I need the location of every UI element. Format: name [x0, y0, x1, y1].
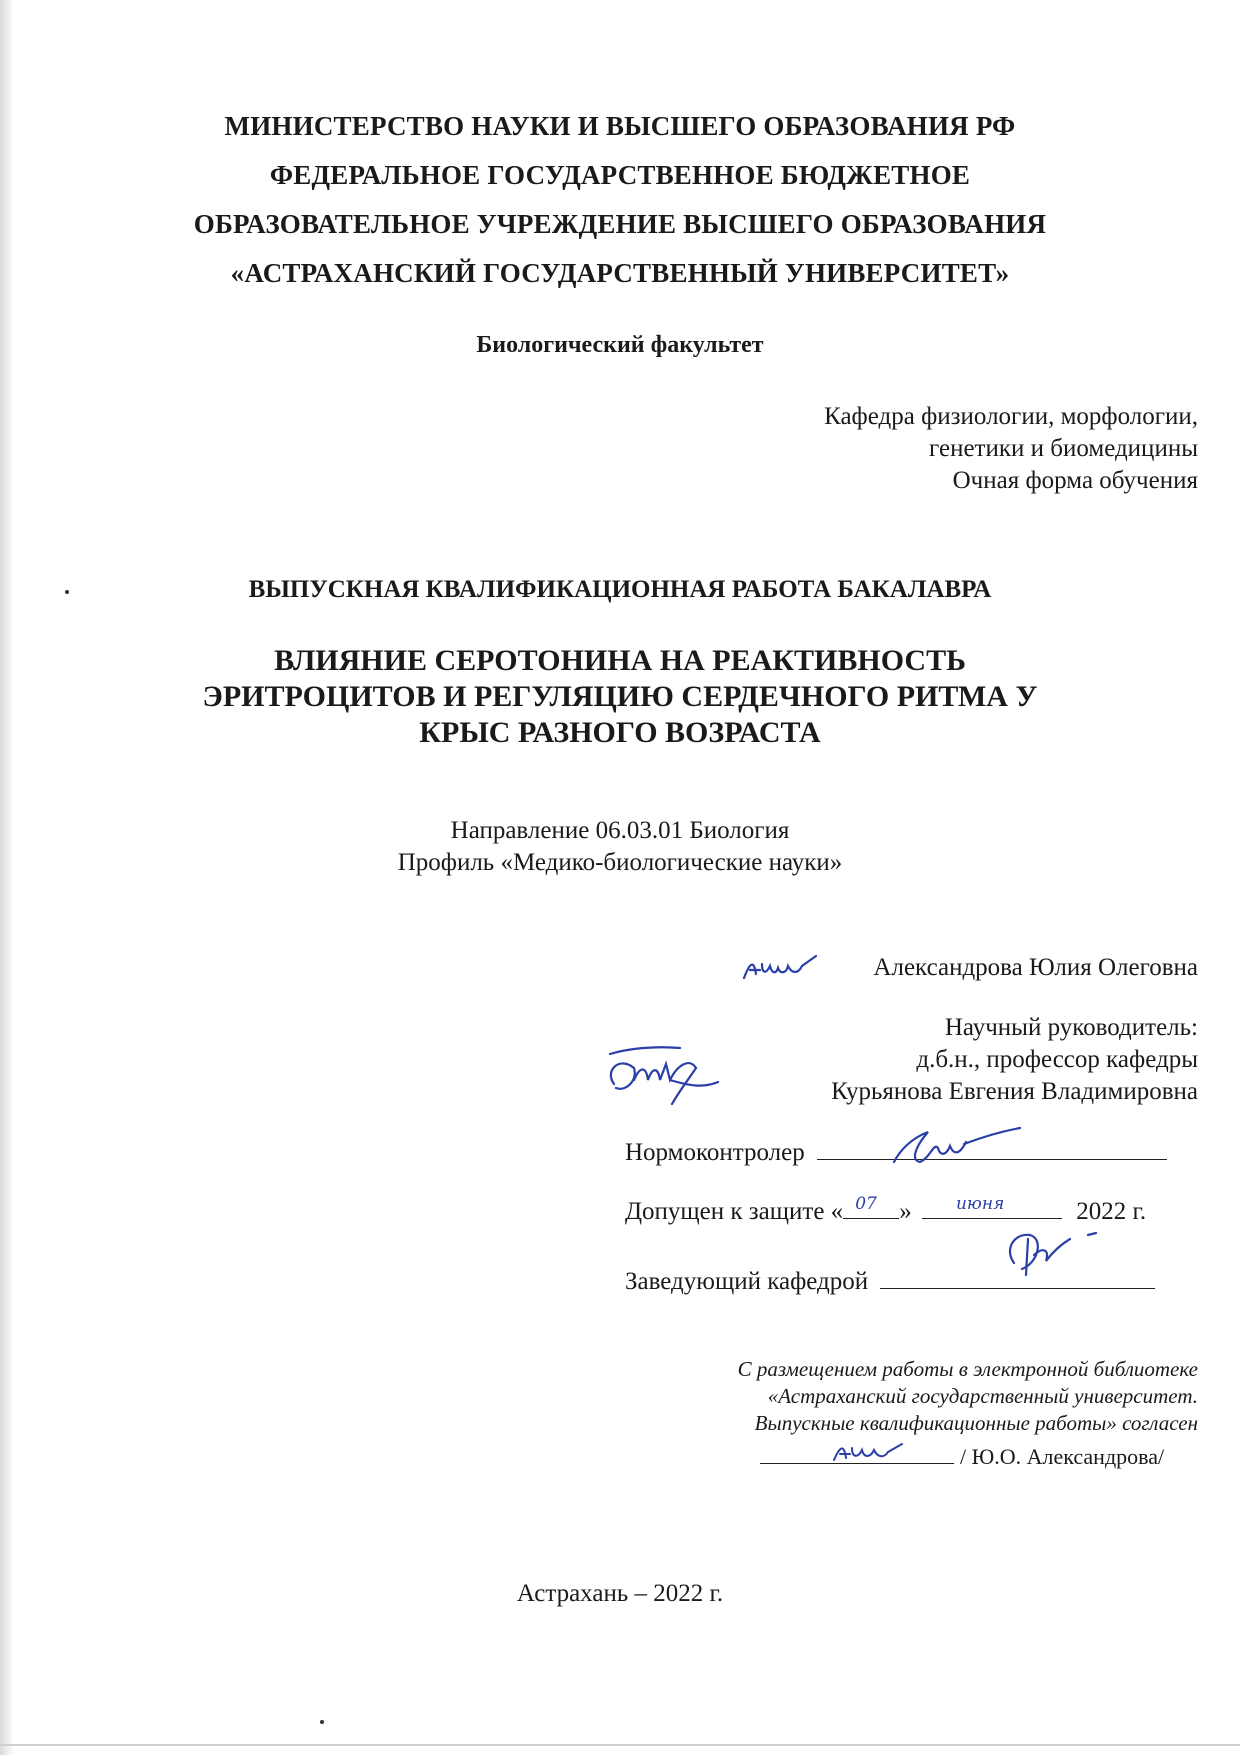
supervisor-name: Курьянова Евгения Владимировна — [831, 1078, 1198, 1105]
header-ministry: МИНИСТЕРСТВО НАУКИ И ВЫСШЕГО ОБРАЗОВАНИЯ РФ — [224, 111, 1016, 141]
consent-line-2: «Астраханский государственный университет. — [767, 1384, 1198, 1408]
thesis-title — [0, 643, 1240, 751]
thesis-title-line-3: КРЫС РАЗНОГО ВОЗРАСТА — [419, 716, 821, 749]
normocontrol-label: Нормоконтролер — [625, 1139, 805, 1166]
work-type: ВЫПУСКНАЯ КВАЛИФИКАЦИОННАЯ РАБОТА БАКАЛАВРА — [248, 576, 992, 603]
thesis-title-line-2: ЭРИТРОЦИТОВ И РЕГУЛЯЦИЮ СЕРДЕЧНОГО РИТМА У — [202, 680, 1038, 713]
consent-signature-name: / Ю.О. Александрова/ — [960, 1444, 1165, 1469]
faculty: Биологический факультет — [476, 332, 764, 358]
direction: Направление 06.03.01 Биология — [450, 817, 790, 844]
scan-speck — [320, 1720, 324, 1724]
admission-day: 07 — [855, 1194, 877, 1214]
consent-line-1: С размещением работы в электронной библиотеке — [737, 1357, 1198, 1381]
head-of-department-label: Заведующий кафедрой — [625, 1268, 869, 1295]
header-institution-type: ОБРАЗОВАТЕЛЬНОЕ УЧРЕЖДЕНИЕ ВЫСШЕГО ОБРАЗОВАНИЯ — [193, 209, 1047, 239]
supervisor-block — [831, 1012, 1198, 1108]
department-line-1: Кафедра физиологии, морфологии, — [824, 403, 1198, 430]
thesis-title-line-1: ВЛИЯНИЕ СЕРОТОНИНА НА РЕАКТИВНОСТЬ — [274, 644, 966, 677]
program-info — [0, 815, 1240, 879]
scan-bottom-edge — [0, 1744, 1240, 1746]
admission-quote-close: » — [899, 1198, 912, 1225]
author-name: Александрова Юлия Олеговна — [873, 954, 1198, 981]
admission-year: 2022 г. — [1076, 1198, 1147, 1225]
consent-block — [738, 1356, 1198, 1437]
city-year: Астрахань – 2022 г. — [516, 1580, 724, 1607]
admission-month: июня — [955, 1194, 1005, 1214]
admission-day-field — [843, 1192, 899, 1219]
normocontrol-signature — [880, 1112, 1030, 1174]
head-of-department-signature — [1000, 1225, 1130, 1295]
department-line-2: генетики и биомедицины — [929, 435, 1198, 462]
consent-line-3: Выпускные квалификационные работы» согласен — [754, 1411, 1198, 1435]
consent-signature-row — [760, 1439, 1164, 1470]
supervisor-signature — [600, 1040, 740, 1110]
header-university: «АСТРАХАНСКИЙ ГОСУДАРСТВЕННЫЙ УНИВЕРСИТЕТ» — [230, 258, 1010, 288]
supervisor-degree: д.б.н., профессор кафедры — [916, 1046, 1198, 1073]
supervisor-label: Научный руководитель: — [944, 1014, 1198, 1041]
header-federal: ФЕДЕРАЛЬНОЕ ГОСУДАРСТВЕННОЕ БЮДЖЕТНОЕ — [269, 160, 971, 190]
department-block — [824, 401, 1198, 497]
consent-signature — [830, 1438, 910, 1466]
scan-speck — [65, 590, 69, 594]
study-form: Очная форма обучения — [952, 467, 1198, 494]
admission-prefix: Допущен к защите « — [625, 1198, 844, 1225]
profile: Профиль «Медико-биологические науки» — [397, 849, 843, 876]
admission-row — [625, 1192, 1146, 1226]
admission-month-field — [922, 1192, 1062, 1219]
author-signature — [740, 952, 820, 984]
